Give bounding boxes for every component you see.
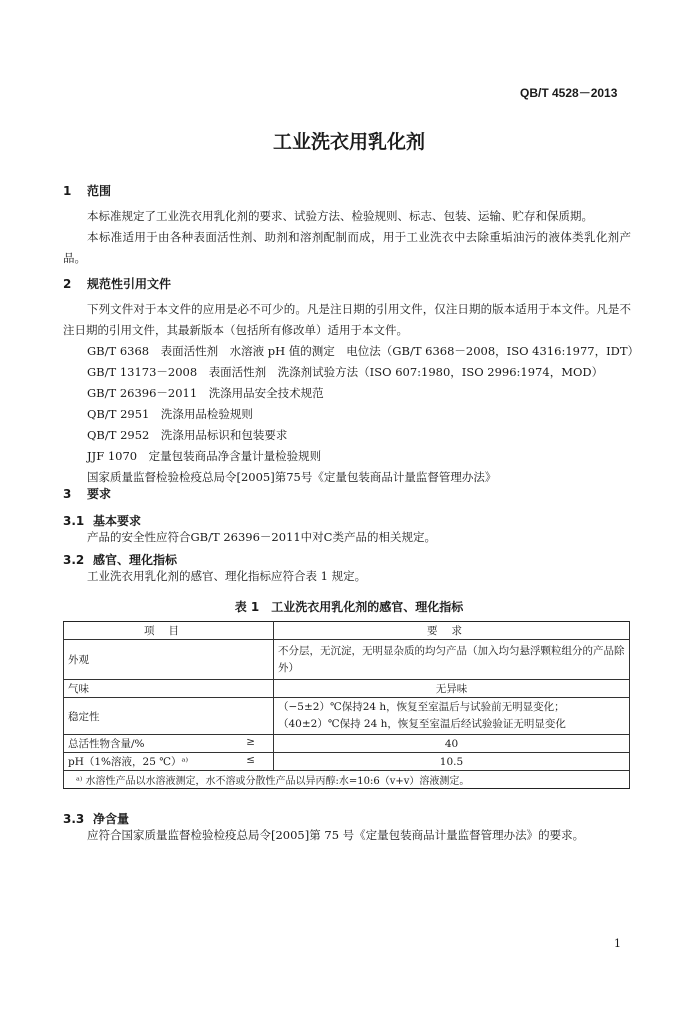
section-title: 要求 xyxy=(87,487,112,501)
normative-intro: 下列文件对于本文件的应用是必不可少的。凡是注日期的引用文件，仅注日期的版本适用于本文件。凡是不注日期的引用文件，其最新版本（包括所有修改单）适用于本文件。 xyxy=(63,302,631,337)
section-title: 范围 xyxy=(87,184,112,198)
scope-paragraph-1: 本标准规定了工业洗衣用乳化剂的要求、试验方法、检验规则、标志、包装、运输、贮存和保质期。 xyxy=(87,209,593,223)
item-cell: 稳定性 xyxy=(64,698,274,735)
section-title: 感官、理化指标 xyxy=(93,553,178,567)
table-row xyxy=(64,735,630,753)
item-cell xyxy=(64,735,274,753)
section-title: 基本要求 xyxy=(93,514,142,528)
column-header-item: 项目 xyxy=(64,622,274,640)
section-number: 3.1 xyxy=(63,514,85,528)
reference-item: QB/T 2952 洗涤用品标识和包装要求 xyxy=(87,428,288,442)
table-row xyxy=(64,698,630,735)
section-number: 2 xyxy=(63,277,72,291)
requirement-cell: 10.5 xyxy=(274,753,630,771)
indicator-text: 工业洗衣用乳化剂的感官、理化指标应符合表 1 规定。 xyxy=(87,569,367,583)
item-cell: 气味 xyxy=(64,680,274,698)
table-footnote: ᵃ⁾ 水溶性产品以水溶液测定，水不溶或分散性产品以异丙醇:水=10:6（v+v）溶液测定。 xyxy=(64,771,630,789)
standard-number: QB/T 4528－2013 xyxy=(520,86,618,100)
stability-high-temp: （40±2）℃保持 24 h，恢复至室温后经试验验证无明显变化 xyxy=(278,718,566,730)
scope-paragraph-2: 本标准适用于由各种表面活性剂、助剂和溶剂配制而成，用于工业洗衣中去除重垢油污的液体类乳化剂产品。 xyxy=(63,230,631,265)
section-3-heading xyxy=(63,485,111,502)
item-cell: 外观 xyxy=(64,640,274,680)
section-number: 3 xyxy=(63,487,72,501)
section-1-heading xyxy=(63,182,111,199)
requirement-cell: 无异味 xyxy=(274,680,630,698)
item-cell xyxy=(64,753,274,771)
document-title: 工业洗衣用乳化剂 xyxy=(272,131,425,153)
section-number: 1 xyxy=(63,184,72,198)
table-row xyxy=(64,680,630,698)
reference-item: GB/T 6368 表面活性剂 水溶液 pH 值的测定 电位法（GB/T 6368－2008，ISO 4316:1977，IDT） xyxy=(87,344,640,358)
page-number: 1 xyxy=(614,937,621,950)
requirement-cell xyxy=(274,698,630,735)
comparison-symbol: ≤ xyxy=(246,754,255,766)
section-number: 3.3 xyxy=(63,812,85,826)
basic-requirement-text: 产品的安全性应符合GB/T 26396－2011中对C类产品的相关规定。 xyxy=(87,530,436,544)
table-row xyxy=(64,640,630,680)
table-header-row xyxy=(64,622,630,640)
section-title: 净含量 xyxy=(93,812,130,826)
table-row xyxy=(64,753,630,771)
stability-low-temp: （−5±2）℃保持24 h，恢复至室温后与试验前无明显变化； xyxy=(278,701,565,713)
reference-item: QB/T 2951 洗涤用品检验规则 xyxy=(87,407,253,421)
comparison-symbol: ≥ xyxy=(246,736,255,748)
item-label: pH（1%溶液，25 ℃）ᵃ⁾ xyxy=(68,756,189,768)
reference-item: 国家质量监督检验检疫总局令[2005]第75号《定量包装商品计量监督管理办法》 xyxy=(87,470,497,484)
section-2-heading xyxy=(63,275,171,292)
section-number: 3.2 xyxy=(63,553,85,567)
requirement-cell: 不分层，无沉淀，无明显杂质的均匀产品（加入均匀悬浮颗粒组分的产品除外） xyxy=(274,640,630,680)
column-header-requirement: 要求 xyxy=(274,622,630,640)
requirement-cell: 40 xyxy=(274,735,630,753)
net-content-text: 应符合国家质量监督检验检疫总局令[2005]第 75 号《定量包装商品计量监督管理办法》的要求。 xyxy=(87,828,585,842)
reference-item: GB/T 13173－2008 表面活性剂 洗涤剂试验方法（ISO 607:1980，ISO 2996:1974，MOD） xyxy=(87,365,604,379)
reference-item: GB/T 26396－2011 洗涤用品安全技术规范 xyxy=(87,386,324,400)
section-title: 规范性引用文件 xyxy=(87,277,172,291)
table-footnote-row xyxy=(64,771,630,789)
indicator-table xyxy=(63,621,630,789)
item-label: 总活性物含量/% xyxy=(68,738,145,750)
table-caption: 表 1 工业洗衣用乳化剂的感官、理化指标 xyxy=(234,600,464,614)
reference-item: JJF 1070 定量包装商品净含量计量检验规则 xyxy=(87,449,322,463)
